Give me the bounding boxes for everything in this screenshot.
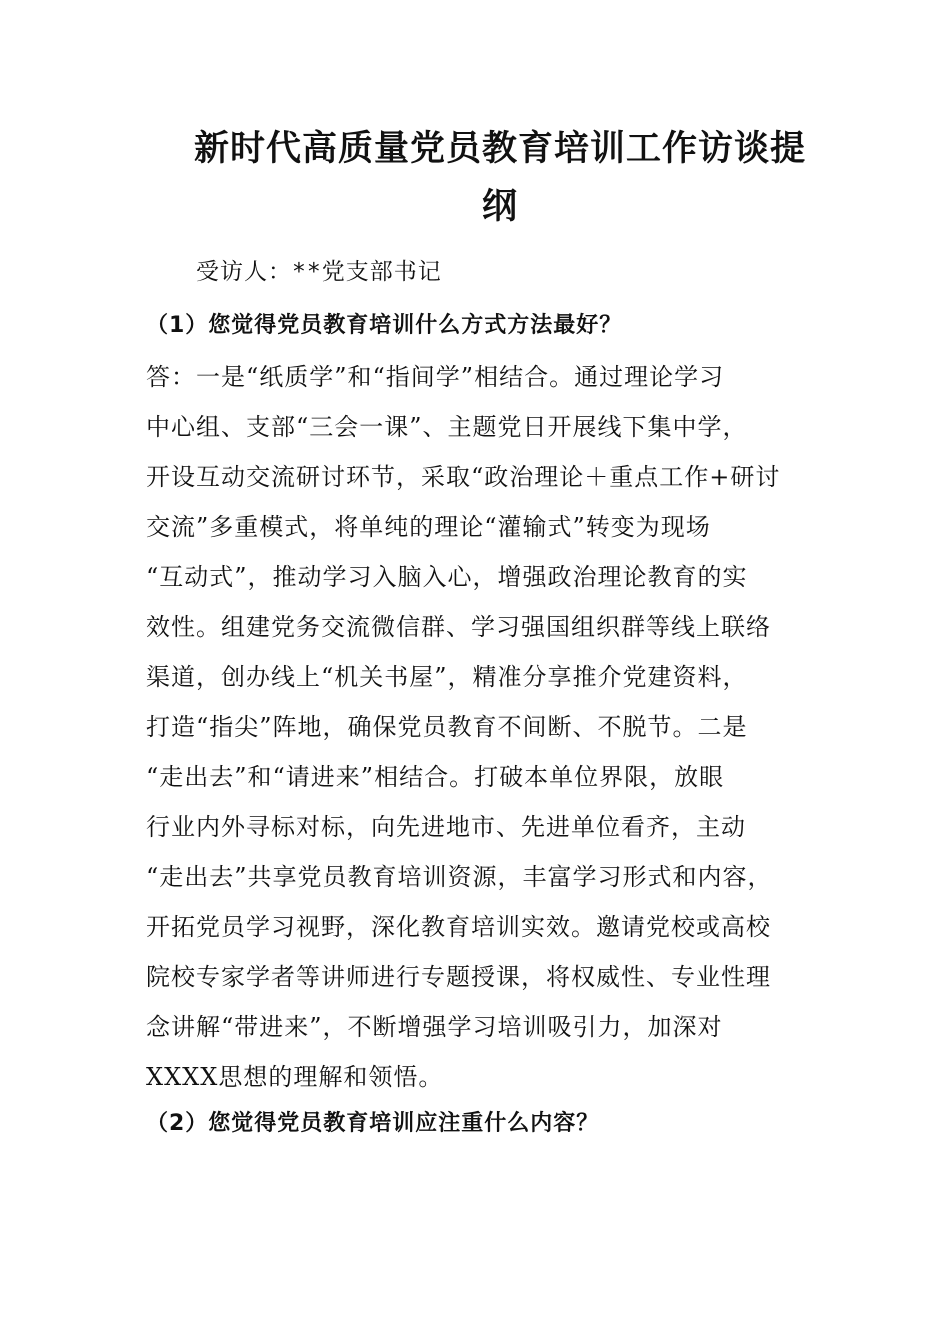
answer-line: “走出去”共享党员教育培训资源，丰富学习形式和内容， — [146, 863, 773, 891]
document-title — [190, 120, 810, 236]
answer-line: 交流”多重模式，将单纯的理论“灌输式”转变为现场 — [146, 513, 711, 541]
answer-line: 答：一是“纸质学”和“指间学”相结合。通过理论学习 — [146, 363, 725, 391]
interviewee-line: 受访人：**党支部书记 — [196, 259, 442, 285]
question-2: （2）您觉得党员教育培训应注重什么内容？ — [146, 1111, 600, 1136]
question-1: （1）您觉得党员教育培训什么方式方法最好？ — [146, 313, 623, 338]
answer-line: 院校专家学者等讲师进行专题授课，将权威性、专业性理 — [146, 963, 771, 991]
answer-line: 中心组、支部“三会一课”、主题党日开展线下集中学， — [146, 413, 748, 441]
answer-line: 渠道，创办线上“机关书屋”，精准分享推介党建资料， — [146, 663, 748, 691]
answer-line: 效性。组建党务交流微信群、学习强国组织群等线上联络 — [146, 613, 771, 641]
answer-line: 行业内外寻标对标，向先进地市、先进单位看齐，主动 — [146, 813, 746, 841]
answer-line: 打造“指尖”阵地，确保党员教育不间断、不脱节。二是 — [146, 713, 748, 741]
title-line-1: 新时代高质量党员教育培训工作访谈提 — [193, 128, 806, 169]
title-line-2: 纲 — [481, 186, 518, 227]
answer-line: “互动式”，推动学习入脑入心，增强政治理论教育的实 — [146, 563, 748, 591]
answer-1 — [146, 352, 806, 1102]
answer-line: 开拓党员学习视野，深化教育培训实效。邀请党校或高校 — [146, 913, 771, 941]
answer-line: 念讲解“带进来”，不断增强学习培训吸引力，加深对 — [146, 1013, 723, 1041]
answer-line: “走出去”和“请进来”相结合。打破本单位界限，放眼 — [146, 763, 725, 791]
answer-line: XXXX思想的理解和领悟。 — [146, 1063, 444, 1091]
answer-line: 开设互动交流研讨环节，采取“政治理论＋重点工作+研讨 — [146, 463, 781, 491]
